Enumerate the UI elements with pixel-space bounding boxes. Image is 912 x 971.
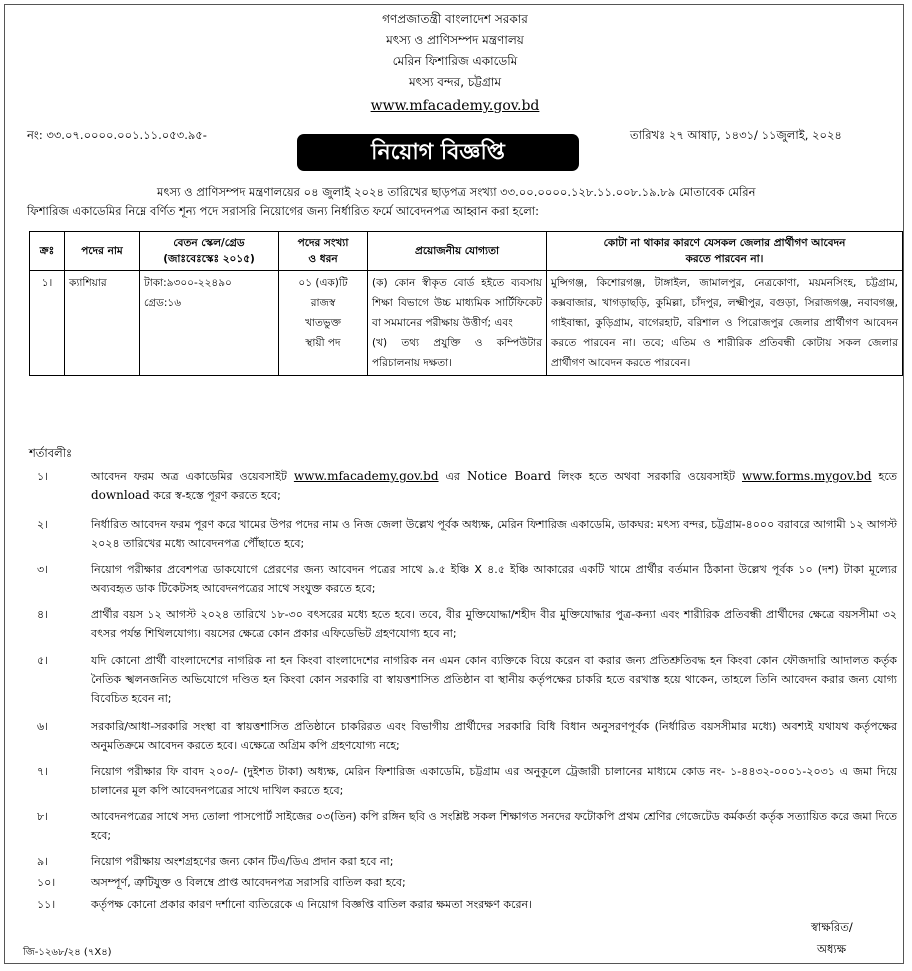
header-count-line1: পদের সংখ্যা [297, 237, 349, 249]
cell-districts: মুন্সিগঞ্জ, কিশোরগঞ্জ, টাঙ্গাইল, জামালপুর, নেত্রকোণা, ময়মনসিংহ, চট্টগ্রাম, কক্সবাজার, খাগড়াছড়ি, কুমিল্লা, চাঁদপুর, লক্ষ্মীপুর, বগুড়া, সিরাজগঞ্জ, নবাবগঞ্জ, গাইবান্ধা, কুড়িগ্রাম, বাগেরহাট, বরিশাল ও পিরোজপুর জেলার প্রার্থীগণ আবেদন করতে পারবেন না। তবে; এতিম ও শারীরিক প্রতিবন্ধী কোটায় সকল জেলার প্রার্থীগণ আবেদন করতে পারবেন। [547, 271, 903, 376]
condition-1-part-c: লিংক হতে অথবা সরকারি ওয়েবসাইট [551, 470, 742, 483]
notice-title: নিয়োগ বিজ্ঞপ্তি [297, 134, 579, 171]
intro-line-2: ফিশারিজ একাডেমির নিম্নে বর্ণিত শূন্য পদে সরাসরি নিয়োগের জন্য নির্ধারিত ফর্মে আবেদনপত্র আহ্বান করা হলো: [27, 204, 540, 218]
cell-post: ক্যাশিয়ার [65, 271, 140, 376]
condition-1-part-e: করে স্ব-হস্তে পূরণ করতে হবে; [149, 489, 281, 502]
download-label: download [91, 488, 150, 502]
condition-5-number: ৫। [37, 654, 49, 667]
memo-number: নং: ৩৩.০৭.০০০০.০০১.১১.০৫৩.৯৫- [27, 128, 207, 142]
header-districts-line2: করতে পারবেন না। [685, 253, 764, 265]
condition-1-part-a: আবেদন ফরম অত্র একাডেমির ওয়েবসাইট [91, 470, 294, 483]
cell-scale-grade: গ্রেড:১৬ [144, 297, 182, 309]
header-qualification: প্রয়োজনীয় যোগ্যতা [368, 232, 547, 271]
notice-board-label: Notice Board [466, 469, 552, 483]
cell-sl: ১। [30, 271, 65, 376]
condition-1-part-d: হতে [871, 470, 897, 483]
condition-1-part-b: এর [438, 470, 467, 483]
condition-6-number: ৬। [37, 720, 49, 733]
header-scale-line2: (জাঃবেঃস্কেঃ ২০১৫) [163, 253, 255, 265]
notice-page [4, 4, 904, 964]
condition-3-text: নিয়োগ পরীক্ষার প্রবেশপত্র ডাকযোগে প্রেরণের জন্য আবেদন পত্রের সাথে ৯.৫ ইঞ্চি X ৪.৫ ইঞ্চি আকারের একটি খামে প্রার্থীর বর্তমান ঠিকানা উল্লেখ পূর্বক ১০ (দশ) টাকা মূল্যের অব্যবহৃত ডাক টিকেটসহ আবেদনপত্রের সাথে সংযুক্ত করতে হবে; [91, 563, 897, 595]
condition-7-text: নিয়োগ পরীক্ষার ফি বাবদ ২০০/- (দুইশত টাকা) অধ্যক্ষ, মেরিন ফিশারিজ একাডেমি, চট্টগ্রাম এর অনুকূলে ট্রেজারী চালানের মাধ্যমে কোড নং- ১-৪৪৩২-০০০১-২০৩১ এ জমা দিয়ে চালানের মূল কপি আবেদনপত্রের সাথে দাখিল করতে হবে; [91, 765, 897, 797]
academy-website-link[interactable]: www.mfacademy.gov.bd [293, 469, 439, 483]
header-address: মৎস্য বন্দর, চট্টগ্রাম [408, 75, 501, 89]
header-sl: ক্রঃ [30, 232, 65, 271]
cell-qualification [368, 271, 547, 376]
condition-1-number: ১। [37, 470, 49, 483]
condition-2-text: নির্ধারিত আবেদন ফরম পূরণ করে খামের উপর পদের নাম ও নিজ জেলা উল্লেখ পূর্বক অধ্যক্ষ, মেরিন ফিশারিজ একাডেমি, ডাকঘর: মৎস্য বন্দর, চট্টগ্রাম-৪০০০ বরাবরে আগামী ১২ আগস্ট ২০২৪ তারিখের মধ্যে আবেদনপত্র পৌঁছাতে হবে; [91, 518, 897, 550]
condition-3-number: ৩। [37, 563, 49, 576]
cell-count-line1: ০১ (এক)টি [298, 277, 348, 289]
condition-9-number: ৯। [37, 855, 49, 868]
forms-website-link[interactable]: www.forms.mygov.bd [741, 469, 872, 483]
condition-11-text: কর্তৃপক্ষ কোনো প্রকার কারণ দর্শানো ব্যতিরেকে এ নিয়োগ বিজ্ঞপ্তি বাতিল করার ক্ষমতা সংরক্ষণ করেন। [91, 898, 533, 911]
intro-line-1: মৎস্য ও প্রাণিসম্পদ মন্ত্রণালয়ের ০৪ জুলাই ২০২৪ তারিখের ছাড়পত্র সংখ্যা ৩৩.০০.০০০০.১২৮.১১.০০৮.১৯.৮৯ মোতাবেক মেরিন [157, 185, 756, 199]
condition-5-text: যদি কোনো প্রার্থী বাংলাদেশের নাগরিক না হন কিংবা বাংলাদেশের নাগরিক নন এমন কোন ব্যক্তিকে বিয়ে করেন বা করার জন্য প্রতিশ্রুতিবদ্ধ হন কিংবা কোন ফৌজদারি আদালত কর্তৃক নৈতিক স্খলনজনিত অভিযোগে দণ্ডিত হন কিংবা কোন সরকারি বা স্বায়ত্তশাসিত প্রতিষ্ঠান বা স্থানীয় কর্তৃপক্ষের চাকরি হতে বরখাস্ত হয়ে থাকেন, তাহলে তিনি আবেদন করার জন্য যোগ্য বিবেচিত হবেন না; [91, 654, 897, 705]
condition-7-number: ৭। [37, 765, 49, 778]
header-website-row [5, 98, 905, 114]
header-website-link[interactable]: www.mfacademy.gov.bd [370, 98, 540, 114]
condition-9-text: নিয়োগ পরীক্ষায় অংশগ্রহণের জন্য কোন টিএ/ডিএ প্রদান করা হবে না; [91, 855, 394, 868]
notice-date: তারিখঃ ২৭ আষাঢ়, ১৪৩১/ ১১জুলাই, ২০২৪ [630, 128, 842, 142]
cell-count-line2: রাজস্ব [310, 297, 336, 309]
cell-scale-pay: টাকা:৯৩০০-২২৪৯০ [144, 277, 232, 289]
header-ministry: মৎস্য ও প্রাণিসম্পদ মন্ত্রণালয় [386, 33, 524, 47]
condition-4-text: প্রার্থীর বয়স ১২ আগস্ট ২০২৪ তারিখে ১৮-৩০ বৎসরের মধ্যে হতে হবে। তবে, বীর মুক্তিযোদ্ধা/শহীদ বীর মুক্তিযোদ্ধার পুত্র-কন্যা এবং শারীরিক প্রতিবন্ধী প্রার্থীদের ক্ষেত্রে বয়সসীমা ৩২ বৎসর পর্যন্ত শিথিলযোগ্য। বয়সের ক্ষেত্রে কোন প্রকার এফিডেভিট গ্রহণযোগ্য হবে না; [91, 608, 897, 640]
header-count [279, 232, 368, 271]
cell-scale [140, 271, 279, 376]
header-scale-line1: বেতন স্কেল/গ্রেড [173, 237, 245, 249]
cell-count-line4: স্থায়ী পদ [305, 337, 341, 349]
header-districts [547, 232, 903, 271]
condition-10-number: ১০। [37, 876, 56, 889]
condition-1-text [91, 467, 897, 505]
header-scale [140, 232, 279, 271]
condition-6-text: সরকারি/আধা-সরকারি সংস্থা বা স্বায়ত্তশাসিত প্রতিষ্ঠানে চাকরিরত এবং বিভাগীয় প্রার্থীদের সরকারি বিধি বিধান অনুসরণপূর্বক (নির্ধারিত বয়সসীমার মধ্যে) অবশ্যই যথাযথ কর্তৃপক্ষের অনুমতিক্রমে আবেদন করতে হবে। এক্ষেত্রে অগ্রিম কপি গ্রহণযোগ্য নহে; [91, 720, 897, 752]
table-header-row [30, 232, 903, 271]
header-post: পদের নাম [65, 232, 140, 271]
cell-count-line3: খাতভুক্ত [305, 317, 341, 329]
cell-qualification-a: (ক) কোন স্বীকৃত বোর্ড হইতে ব্যবসায় শিক্ষা বিভাগে উচ্চ মাধ্যমিক সার্টিফিকেট বা সমমানের পরীক্ষায় উত্তীর্ণ; এবং [372, 277, 542, 329]
condition-2-number: ২। [37, 518, 49, 531]
vacancy-table [29, 231, 903, 376]
signature-designation: অধ্যক্ষ [817, 942, 847, 956]
condition-8-text: আবেদনপত্রের সাথে সদ্য তোলা পাসপোর্ট সাইজের ০৩(তিন) কপি রঙ্গিন ছবি ও সংশ্লিষ্ট সকল শিক্ষাগত সনদের ফটোকপি প্রথম শ্রেণির গেজেটেড কর্মকর্তা কর্তৃক সত্যায়িত করে জমা দিতে হবে; [91, 810, 897, 842]
header-count-line2: ও ধরন [308, 253, 338, 265]
condition-8-number: ৮। [37, 810, 49, 823]
signature-signed: স্বাক্ষরিত/ [811, 920, 853, 934]
cell-qualification-b: (খ) তথ্য প্রযুক্তি ও কম্পিউটার পরিচালনায় দক্ষতা। [372, 337, 542, 369]
reference-code: জি-১২৬৮/২৪ (৭X৪) [23, 947, 112, 958]
condition-11-number: ১১। [37, 898, 56, 911]
table-row [30, 271, 903, 376]
conditions-heading: শর্তাবলীঃ [29, 446, 73, 460]
condition-10-text: অসম্পূর্ণ, ত্রুটিযুক্ত ও বিলম্বে প্রাপ্ত আবেদনপত্র সরাসরি বাতিল করা হবে; [91, 876, 406, 889]
header-govt: গণপ্রজাতন্ত্রী বাংলাদেশ সরকার [382, 12, 528, 26]
cell-count [279, 271, 368, 376]
header-academy: মেরিন ফিশারিজ একাডেমি [392, 54, 518, 68]
condition-4-number: ৪। [37, 608, 49, 621]
header-districts-line1: কোটা না থাকার কারণে যেসকল জেলার প্রার্থীগণ আবেদন [603, 237, 846, 249]
